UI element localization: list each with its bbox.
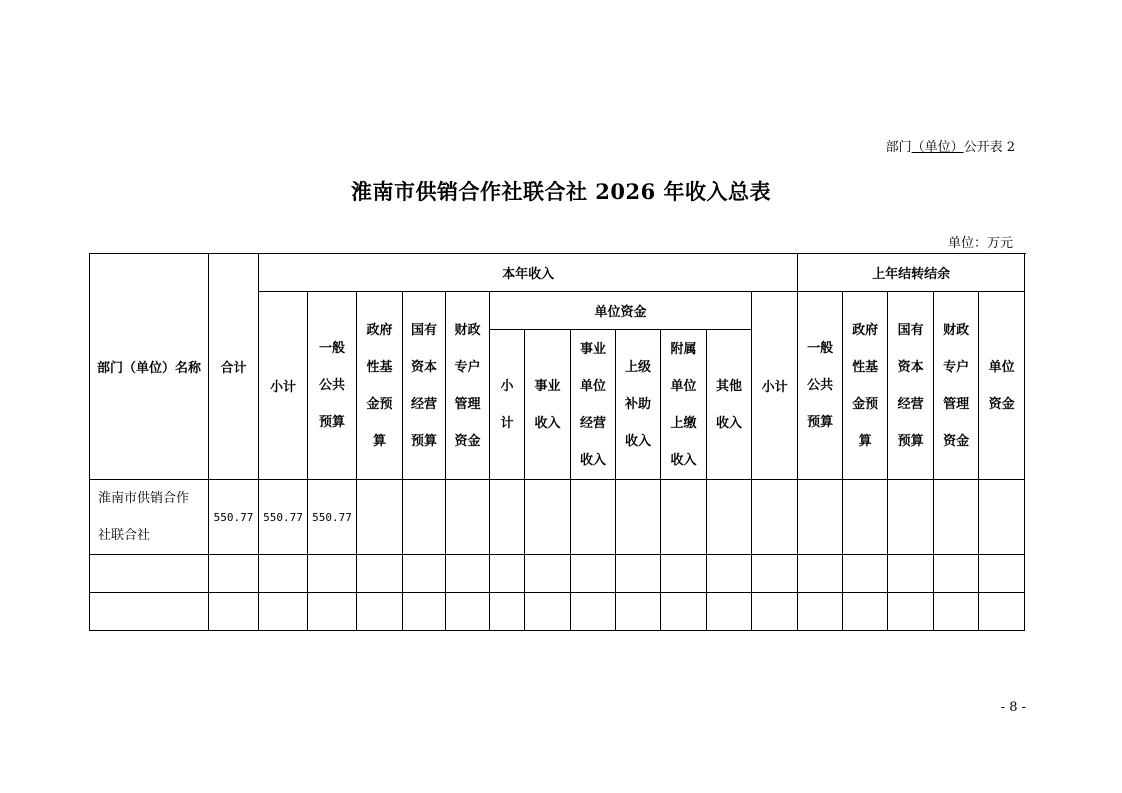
table-cell [490, 480, 525, 555]
table-cell [798, 593, 843, 631]
header-current-year-income: 本年收入 [259, 254, 798, 292]
header-current-general-budget: 一般 公共 预算 [308, 292, 357, 480]
table-cell [798, 555, 843, 593]
table-row [90, 555, 1025, 593]
table-cell [209, 593, 259, 631]
form-number-unit: （单位） [911, 140, 964, 155]
table-cell [752, 593, 798, 631]
row-general-budget: 550.77 [308, 480, 357, 555]
table-cell [308, 555, 357, 593]
table-cell [979, 555, 1025, 593]
table-cell [888, 480, 934, 555]
table-cell [525, 480, 571, 555]
table-cell [490, 555, 525, 593]
table-cell [90, 593, 209, 631]
header-total: 合计 [209, 254, 259, 480]
table-cell [357, 480, 403, 555]
header-current-gov-fund: 政府 性基 金预 算 [357, 292, 403, 480]
header-prev-gov-fund: 政府 性基 金预 算 [843, 292, 888, 480]
unit-label: 单位：万元 [947, 236, 1013, 251]
table-cell [571, 555, 616, 593]
table-row [90, 593, 1025, 631]
table-cell [888, 555, 934, 593]
header-prev-subtotal: 小计 [752, 292, 798, 480]
table-cell [616, 555, 661, 593]
table-cell [446, 593, 490, 631]
table-cell [707, 555, 752, 593]
table-cell [798, 480, 843, 555]
table-cell [843, 555, 888, 593]
row-total: 550.77 [209, 480, 259, 555]
header-current-fiscal-special: 财政 专户 管理 资金 [446, 292, 490, 480]
table-cell [357, 593, 403, 631]
table-cell [525, 593, 571, 631]
table-cell [446, 480, 490, 555]
income-summary-table [89, 253, 1025, 631]
header-prev-state-capital: 国有 资本 经营 预算 [888, 292, 934, 480]
table-cell [308, 593, 357, 631]
header-prev-general-budget: 一般 公共 预算 [798, 292, 843, 480]
header-current-subtotal: 小计 [259, 292, 308, 480]
header-unit-funds: 单位资金 [490, 292, 752, 330]
header-institution-operating-income: 事业 单位 经营 收入 [571, 330, 616, 480]
header-dept-name: 部门（单位）名称 [90, 254, 209, 480]
table-cell [90, 555, 209, 593]
table-cell [934, 555, 979, 593]
header-unit-funds-subtotal: 小 计 [490, 330, 525, 480]
header-current-state-capital: 国有 资本 经营 预算 [403, 292, 446, 480]
row-dept-name: 淮南市供销合作 社联合社 [90, 480, 209, 555]
table-row [90, 480, 1025, 555]
row-subtotal: 550.77 [259, 480, 308, 555]
form-number: 部门（单位）公开表 2 [885, 140, 1015, 155]
table-cell [843, 593, 888, 631]
header-prev-unit-funds: 单位 资金 [979, 292, 1025, 480]
table-cell [661, 480, 707, 555]
table-cell [934, 480, 979, 555]
table-cell [752, 480, 798, 555]
table-cell [661, 555, 707, 593]
table-cell [525, 555, 571, 593]
table-cell [446, 555, 490, 593]
header-prev-fiscal-special: 财政 专户 管理 资金 [934, 292, 979, 480]
document-title: 淮南市供销合作社联合社 2026 年收入总表 [350, 179, 772, 204]
table-cell [707, 593, 752, 631]
table-cell [259, 593, 308, 631]
table-cell [752, 555, 798, 593]
table-cell [490, 593, 525, 631]
header-institution-income: 事业 收入 [525, 330, 571, 480]
table-cell [661, 593, 707, 631]
table-cell [979, 480, 1025, 555]
table-cell [403, 480, 446, 555]
header-prev-year-carryover: 上年结转结余 [798, 254, 1025, 292]
table-cell [403, 555, 446, 593]
table-cell [403, 593, 446, 631]
page-number: - 8 - [1000, 700, 1026, 715]
table-cell [616, 593, 661, 631]
table-cell [843, 480, 888, 555]
table-cell [979, 593, 1025, 631]
header-other-income: 其他 收入 [707, 330, 752, 480]
table-cell [707, 480, 752, 555]
header-superior-subsidy-income: 上级 补助 收入 [616, 330, 661, 480]
table-cell [571, 480, 616, 555]
table-cell [209, 555, 259, 593]
table-cell [616, 480, 661, 555]
table-cell [357, 555, 403, 593]
header-affiliated-unit-income: 附属 单位 上缴 收入 [661, 330, 707, 480]
table-cell [571, 593, 616, 631]
table-cell [934, 593, 979, 631]
table-cell [888, 593, 934, 631]
table-cell [259, 555, 308, 593]
